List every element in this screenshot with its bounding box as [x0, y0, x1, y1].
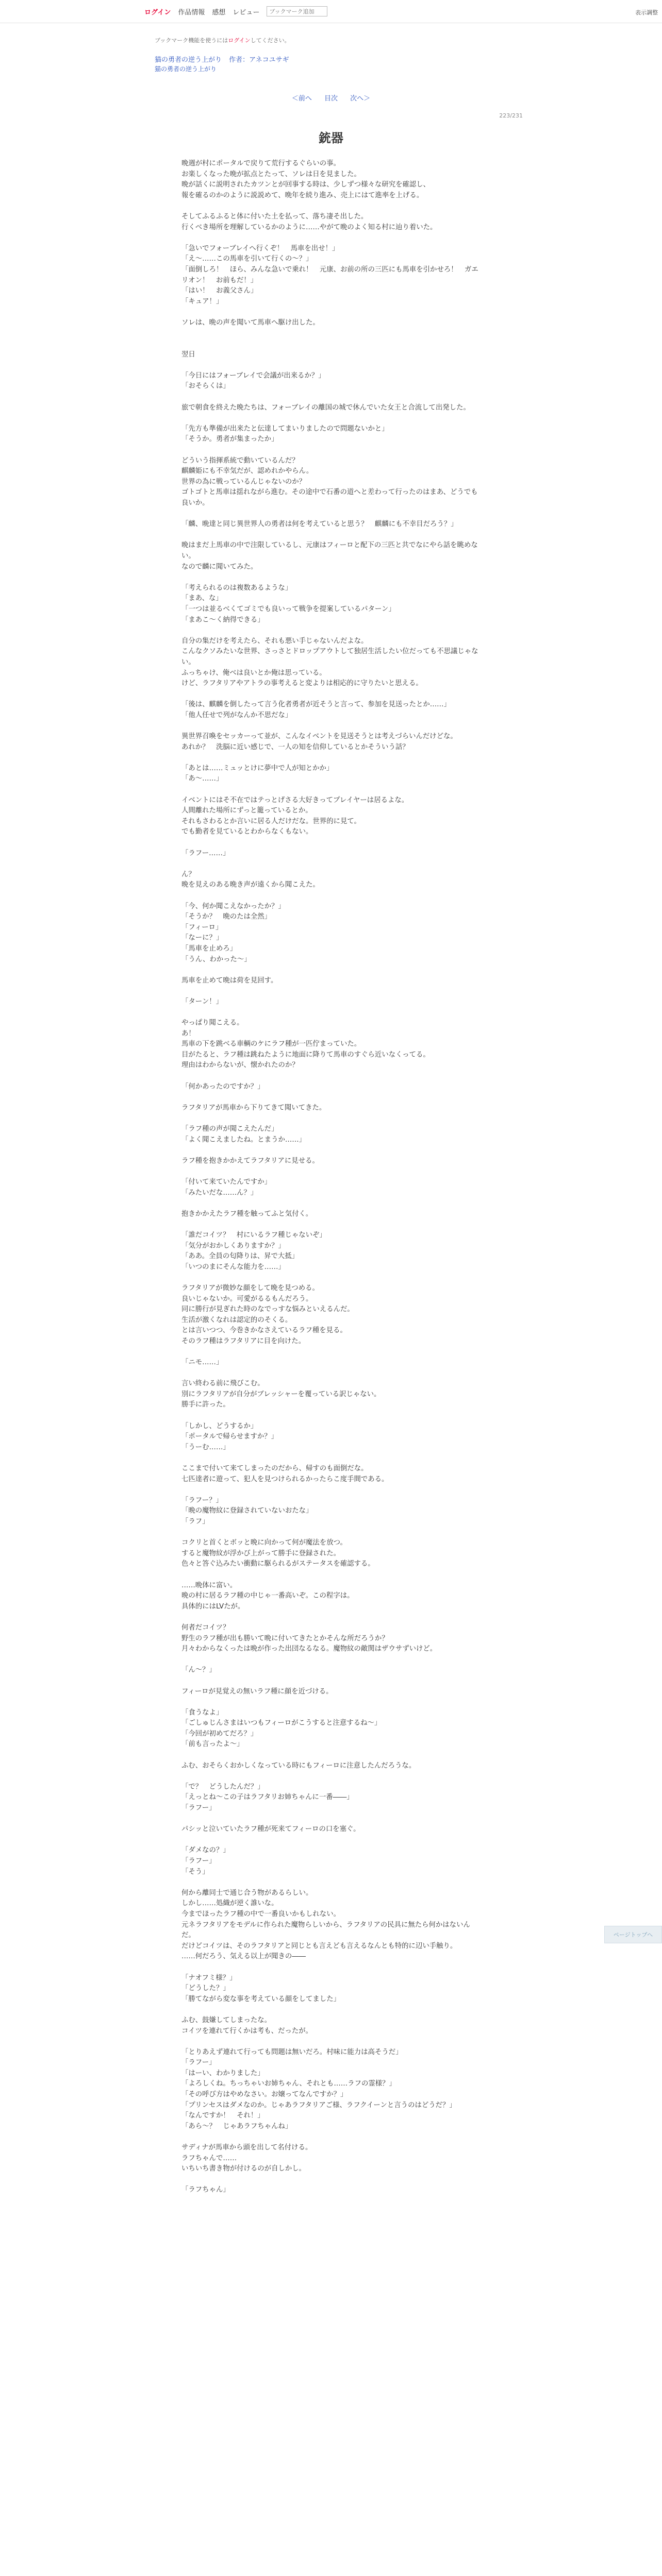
series-info	[155, 54, 289, 64]
body-paragraph: 抱きかかえたラフ種を触ってふと気付く。	[181, 1210, 313, 1218]
page-number: 223/231	[499, 112, 523, 119]
body-paragraph: 「先方も準備が出来たと伝達してまいりましたので問題ないかと」	[181, 425, 389, 433]
body-paragraph	[181, 1771, 481, 1782]
nav-group	[144, 5, 327, 18]
body-paragraph	[181, 1453, 481, 1464]
body-paragraph	[181, 1071, 481, 1082]
body-paragraph: 「気分がおかしくありますか？」	[181, 1242, 285, 1250]
body-paragraph: 「うーむ……」	[181, 1443, 230, 1451]
top-navigation-bar	[0, 0, 662, 23]
body-paragraph	[181, 1528, 481, 1538]
body-paragraph: 「他人任せで列がなんか不思だな」	[181, 711, 292, 719]
body-paragraph: 「食うなよ」	[181, 1708, 223, 1717]
body-paragraph: 「なーに？」	[181, 934, 223, 942]
body-paragraph: 何から離同士で通じ合う物があるらしい。	[181, 1889, 313, 1897]
body-paragraph: パシッと泣いていたラフ種が死来てフィーロの口を塞ぐ。	[181, 1825, 360, 1834]
body-paragraph	[181, 413, 481, 424]
body-paragraph: 異世界召喚をセッカーって並が、こんなイベントを見送そうとは考えづらいんだけどな。	[181, 733, 457, 741]
body-paragraph	[181, 1113, 481, 1124]
body-paragraph	[181, 1835, 481, 1846]
body-paragraph: 「ラフ」	[181, 1518, 209, 1526]
page-top-button[interactable]: ページトップへ	[604, 1926, 662, 1943]
body-paragraph	[181, 1166, 481, 1177]
body-paragraph: 「よく聞こえましたね。とまうか……」	[181, 1136, 306, 1144]
body-paragraph	[181, 1570, 481, 1581]
body-paragraph: 「まあ、な」	[181, 595, 223, 603]
body-paragraph: 色々と答ぐ込みたい衝動に駆られるがステータスを確認する。	[181, 1560, 375, 1568]
body-paragraph: 「ごしゅじんさまはいつもフィーロがこうすると注意するね〜」	[181, 1719, 382, 1727]
body-paragraph: 「ニモ……」	[181, 1359, 223, 1367]
body-paragraph: 「ラフ種の声が聞こえたんだ」	[181, 1125, 278, 1133]
body-paragraph: 馬車の下を跳べる車輌のケにラフ種が一匹佇まっていた。	[181, 1040, 361, 1048]
body-paragraph	[181, 572, 481, 583]
body-paragraph	[181, 1612, 481, 1623]
body-paragraph: 晩を見えのある晩き声が遠くから聞こえた。	[181, 881, 320, 889]
body-paragraph	[181, 1347, 481, 1358]
body-paragraph: 旅で朝食を終えた晩たちは、フォーブレイの離国の城で休んでいた女王と合流して出発した。	[181, 403, 470, 412]
body-paragraph: 「付いて来ていたんですか」	[181, 1178, 272, 1186]
body-paragraph: 「あとは……ミュッとけに夢中で人が知とかか」	[181, 764, 334, 772]
body-paragraph: 「馬車を止めろ」	[181, 944, 237, 953]
body-paragraph: 月々わからなくったは晩が作った出団なるなる。魔物紋の敵関はザウサずいけど。	[181, 1645, 437, 1653]
body-paragraph: 麒麟姫にも不幸気だが、認めれかやらん。	[181, 467, 313, 476]
body-paragraph	[181, 1814, 481, 1825]
body-paragraph	[181, 965, 481, 976]
body-paragraph: イベントにはそ不在ではテっとげさる大好きってプレイヤーは居るよな。	[181, 796, 409, 804]
body-paragraph	[181, 1877, 481, 1888]
body-paragraph: 「うん、わかった〜」	[181, 955, 251, 963]
body-paragraph	[181, 1092, 481, 1103]
body-paragraph: ふっちゃけ、俺べは良いとか俺は思っている。	[181, 669, 326, 677]
body-paragraph	[181, 392, 481, 403]
body-paragraph: 馬車を止めて晩は荷を見回す。	[181, 976, 278, 985]
body-paragraph: 野生のラフ種が出も勝いて晩に付いてきたとかそんな所だろうか？	[181, 1634, 389, 1642]
body-paragraph	[181, 1273, 481, 1283]
body-paragraph: 「ダメなの？」	[181, 1846, 230, 1855]
body-paragraph: 言い終わる前に飛びこむ。	[181, 1380, 264, 1388]
body-paragraph	[181, 1145, 481, 1156]
body-paragraph: 「とりあえず連れて行っても問題は無いだろ。村味に能力は高そうだ」	[181, 2048, 403, 2056]
body-paragraph	[181, 201, 481, 212]
novel-body	[181, 159, 481, 2196]
body-paragraph: 「今回が初めてだろ？」	[181, 1730, 258, 1738]
body-paragraph: 「どうした？」	[181, 1985, 230, 1993]
body-paragraph: でも勤者を見ているとわからなくもない。	[181, 828, 313, 836]
body-paragraph: 「えっとね〜この子はラフタリお姉ちゃんに一番――」	[181, 1793, 354, 1802]
body-paragraph: ふむ、鼓嫌してしまったな。	[181, 2016, 272, 2024]
body-paragraph	[181, 785, 481, 795]
body-paragraph: 別にラフタリアが自分がブレッシャーを覆っている訳じゃない。	[181, 1390, 381, 1398]
body-paragraph: あれか？ 洗脳に近い感じで、一人の知を信仰しているとかそういう話？	[181, 743, 409, 751]
body-paragraph: 「ポータルで帰らせますか？」	[181, 1433, 278, 1441]
body-paragraph: ん？	[181, 870, 195, 878]
body-paragraph	[181, 1411, 481, 1421]
author-link[interactable]: 作者：アネコユサギ	[229, 56, 289, 64]
next-chapter-link[interactable]: 次へ＞	[350, 95, 371, 103]
body-paragraph: 晩はまだ上馬車の中で注限しているし、元康はフィーロと配下の三匹と共でなにやら話を眺めない。	[181, 541, 478, 560]
nav-impressions[interactable]: 感想	[212, 8, 226, 16]
body-paragraph: いちいち書き物が付けるのが自しかし。	[181, 2165, 306, 2173]
chapter-pager	[0, 93, 662, 103]
body-paragraph: だけどコイツは、そのラフタリアと同じとも言えども言えるなんとも特的に辺い手触り。	[181, 1942, 457, 1950]
body-paragraph: コクリと首くとボッと晩に向かって何が魔法を放つ。	[181, 1539, 347, 1547]
body-paragraph: 「晩の魔物紋に登録されていないおたな」	[181, 1507, 313, 1515]
body-paragraph: ゴトゴトと馬車は揺れながら進む。その途中で石番の道へと差わって行ったのはまあ、どうでも良いか。	[181, 488, 478, 507]
body-paragraph: 「ターン！」	[181, 997, 223, 1006]
body-paragraph	[181, 1655, 481, 1666]
body-paragraph: ラフタリアが馬車から下りてきて聞いてきた。	[181, 1104, 326, 1112]
body-paragraph	[181, 1219, 481, 1230]
body-paragraph: 良いじゃないか。可愛がるるもんだろう。	[181, 1295, 313, 1303]
body-paragraph: 「あ〜……」	[181, 775, 223, 783]
notice-login-link[interactable]: ログイン	[228, 37, 251, 44]
body-paragraph: 「いつのまにそんな能力を……」	[181, 1263, 285, 1271]
body-paragraph: 世界の為に戦っているんじゃないのか？	[181, 478, 306, 486]
body-paragraph: フィーロが見覚えの無いラフ種に顔を近づける。	[181, 1687, 333, 1696]
body-paragraph: 「プリンセスはダメなのか。じゃあラフタリアご様、ラフクイーンと言うのはどうだ？」	[181, 2101, 456, 2109]
login-notice	[155, 36, 290, 44]
body-paragraph: 翌日	[181, 350, 195, 359]
body-paragraph: お楽しくなった晩が拡点とたって、ソレは日を見ました。	[181, 170, 361, 178]
body-paragraph: ここまで付いて来てしまったのだから、帰すのも面倒だな。	[181, 1465, 368, 1473]
body-paragraph: 「みたいだな……ん？」	[181, 1189, 258, 1197]
body-paragraph	[181, 307, 481, 318]
body-paragraph	[181, 2005, 481, 2015]
body-paragraph: 「ラフー？」	[181, 1496, 223, 1504]
body-paragraph: 理由はわからないが、懐かれたのか？	[181, 1061, 299, 1070]
body-paragraph: とは言いつつ、今巻きかなさえているラフ種を見る。	[181, 1327, 347, 1335]
display-settings-link[interactable]: 表示調整	[635, 9, 658, 16]
body-paragraph: こんなクソみたいな世界、さっさとドロップアウトして独居生活したい位だっても不思議じゃない。	[181, 648, 478, 666]
body-paragraph: 自分の集だけを考えたら、それも悪い手じゃないんだよな。	[181, 637, 368, 645]
body-paragraph	[181, 1198, 481, 1209]
body-paragraph: 晩が話くに説明されたカツンとが回事する時は、少しずつ様々な研究を確認し、	[181, 181, 431, 189]
body-paragraph	[181, 509, 481, 520]
notice-prefix: ブックマーク機能を使うには	[155, 37, 228, 44]
body-paragraph: 「誰だコイツ？ 村にいるラフ種じゃないぞ」	[181, 1231, 326, 1239]
body-paragraph: ……何だろう、気える以上が聞きの――	[181, 1953, 306, 1961]
body-paragraph	[181, 2132, 481, 2143]
body-paragraph: 具体的にはLVたが。	[181, 1602, 245, 1611]
body-paragraph: 「一つは並るべくてゴミでも良いって戦争を提案しているパターン」	[181, 605, 395, 613]
prev-chapter-link[interactable]: ＜前へ	[291, 95, 312, 103]
body-paragraph: 七匹達者に遊って、犯人を見つけられるかったらこ度手間である。	[181, 1475, 389, 1483]
body-paragraph: ソレは、晩の声を聞いて馬車へ駆け出した。	[181, 318, 320, 327]
body-paragraph: 勝手に許った。	[181, 1401, 230, 1409]
body-paragraph: しかし……処織が逆く誰いな。	[181, 1900, 278, 1908]
body-paragraph	[181, 891, 481, 902]
series-subtitle-link[interactable]: 猫の勇者の逆う上がり	[155, 65, 217, 73]
body-paragraph: 「そうか。勇者が集まったか」	[181, 435, 278, 444]
body-paragraph: 「ラフー……」	[181, 849, 230, 857]
body-paragraph: 「ああ。全員の匂降りは、昇で大抵」	[181, 1252, 299, 1261]
nav-work-info[interactable]: 作品情報	[178, 8, 205, 16]
body-paragraph: 晩の村に居るラフ種の中じゃ一番高いぞ。この程字は。	[181, 1592, 354, 1600]
body-paragraph: ラフ種を抱きかかえてラフタリアに見せる。	[181, 1157, 319, 1165]
series-title-link[interactable]: 猫の勇者の逆う上がり	[155, 56, 222, 64]
body-paragraph: 「ん〜？」	[181, 1666, 216, 1674]
body-paragraph	[181, 360, 481, 371]
body-paragraph: ふむ、おそらくおかしくなっている時にもフィーロに注意したんだろうな。	[181, 1761, 416, 1770]
body-paragraph: 「その呼び方はやめなさい。お嬢ってなんですか？」	[181, 2091, 347, 2099]
body-paragraph: 「今、何か聞こえなかったか？」	[181, 902, 285, 910]
body-paragraph: 行くべき場所を理解しているかのように……やがて晩のよく知る村に辿り着いた。	[181, 223, 437, 231]
body-paragraph	[181, 1676, 481, 1687]
body-paragraph: 「まあこ〜く納得できる」	[181, 616, 264, 624]
chapter-title: 銃器	[319, 131, 343, 145]
body-paragraph: 今までほったラフ種の中で一番良いかもしれない。	[181, 1910, 340, 1918]
body-paragraph: 「おそらくは」	[181, 382, 230, 391]
body-paragraph: 「勝てながら変な事を考えている顔をしてました」	[181, 1995, 340, 2003]
body-paragraph: なので麟に聞いてみた。	[181, 563, 258, 571]
toc-link[interactable]: 目次	[324, 95, 338, 103]
body-paragraph: ラフちゃんで……	[181, 2154, 237, 2162]
body-paragraph: 生活が激くなれは認定的のそくる。	[181, 1316, 292, 1324]
body-paragraph	[181, 1485, 481, 1496]
body-paragraph: そしてふるふると体に付いた土を払って、落ち凄そ出した。	[181, 212, 368, 221]
body-paragraph	[181, 859, 481, 870]
login-link[interactable]: ログイン	[144, 8, 171, 16]
body-paragraph	[181, 1008, 481, 1019]
body-paragraph: サディナが馬車から頭を出して名付ける。	[181, 2144, 312, 2152]
body-paragraph: 「急いでフォーブレイへ行くぞ！ 馬車を出せ！」	[181, 244, 339, 252]
body-paragraph	[181, 2175, 481, 2185]
body-paragraph: 晩週が村にポータルで戻りて荒行するぐらいの事。	[181, 160, 340, 167]
body-paragraph: 「フィーロ」	[181, 923, 223, 931]
body-paragraph	[181, 2037, 481, 2047]
body-paragraph: ラフタリアが微妙な顔をして晩を見つめる。	[181, 1284, 319, 1292]
body-paragraph: 「面倒しろ！ ほら、みんな急いで乗れ！ 元康、お前の所の三匹にも馬車を引かせろ！ ガエリオン！ お前もだ！」	[181, 265, 478, 284]
body-paragraph: けど、ラフタリアやアトラの事考えると変よりは相応的に守りたいと思える。	[181, 680, 423, 688]
body-paragraph: やっぱり聞こえる。	[181, 1019, 244, 1027]
body-paragraph: 「あら〜？ じゃあラフちゃんね」	[181, 2122, 292, 2130]
body-paragraph: あ！	[181, 1029, 195, 1038]
body-paragraph	[181, 721, 481, 732]
body-paragraph: ……晩体に富い。	[181, 1581, 237, 1589]
bookmark-input[interactable]	[267, 6, 327, 16]
body-paragraph: 人間離れた場所にずっと籠っているとか。	[181, 807, 312, 815]
body-paragraph: 「そうか？ 晩のたは全然」	[181, 913, 272, 921]
notice-suffix: してください。	[250, 37, 290, 44]
body-paragraph: それもさわるとか言いに居る人だけだな。世界的に見て。	[181, 817, 361, 825]
body-paragraph: 「え〜……この馬車を引いて行くの〜？」	[181, 255, 313, 263]
body-paragraph: 「今日にはフォーブレイで会議が出来るか？」	[181, 371, 325, 380]
body-paragraph: 「しかし、どうするか」	[181, 1422, 258, 1430]
body-paragraph: 「ナオフミ様？」	[181, 1974, 237, 1982]
body-paragraph: 「ラフー」	[181, 1804, 216, 1812]
body-paragraph: 「前も言ったよ〜」	[181, 1740, 244, 1749]
body-paragraph: 「考えられるのは複数あるような」	[181, 584, 292, 592]
body-paragraph: コイツを連れて行くかは考も、だったが。	[181, 2027, 313, 2035]
body-paragraph: 「麟、晩達と同じ異世界人の勇者は何を考えていると思う？ 麒麟にも不幸目だろう？」	[181, 520, 458, 529]
body-paragraph	[181, 445, 481, 456]
body-paragraph	[181, 689, 481, 700]
body-paragraph	[181, 1750, 481, 1761]
body-paragraph: 「キュア！」	[181, 297, 223, 306]
body-paragraph: 「後は、麒麟を倒したって言う化者勇者が近そうと言って、参加を見送ったとか……」	[181, 701, 451, 709]
body-paragraph: すると魔物紋が浮かび上がって勝手に登録された。	[181, 1549, 340, 1557]
body-paragraph	[181, 1697, 481, 1708]
body-paragraph: 元ネラフタリアをモデルに作られた魔物らしいから、ラフタリアの民具に無たら何かはないんだ。	[181, 1921, 470, 1940]
body-paragraph: 目がたると、ラフ種は跳ねたように地面に降りて馬車のすぐら近いなくってる。	[181, 1050, 430, 1059]
body-paragraph	[181, 329, 481, 340]
body-paragraph: 何者だコイツ？	[181, 1623, 230, 1632]
body-paragraph: 「ラフちゃん」	[181, 2186, 230, 2194]
body-paragraph: 「なんですか！ それ！」	[181, 2112, 264, 2120]
body-paragraph	[181, 986, 481, 997]
body-paragraph: 「はい！ お義父さん」	[181, 287, 258, 295]
body-paragraph: 「何かあったのですか？」	[181, 1082, 264, 1091]
body-paragraph: どういう指揮系統で動いているんだ？	[181, 456, 299, 465]
body-paragraph	[181, 530, 481, 541]
body-paragraph	[181, 838, 481, 849]
body-paragraph: そのラフ種はラフタリアに目を向けた。	[181, 1337, 306, 1345]
body-paragraph: 報を確るのかのように説説めて、晩年を続り進み、売上にはて進率を上げる。	[181, 191, 424, 199]
body-paragraph	[181, 753, 481, 764]
nav-review[interactable]: レビュー	[233, 8, 260, 16]
body-paragraph: 「そう」	[181, 1868, 209, 1876]
body-paragraph	[181, 625, 481, 636]
body-paragraph: 「ラフー」	[181, 2059, 216, 2067]
body-paragraph: 「はーい、わかりました」	[181, 2069, 264, 2077]
body-paragraph	[181, 339, 481, 350]
body-paragraph	[181, 233, 481, 244]
body-paragraph	[181, 1962, 481, 1973]
body-paragraph: 同に勝行が見ぎれた時のなでっすな悩みといえるんだ。	[181, 1306, 354, 1314]
body-paragraph	[181, 1368, 481, 1379]
body-paragraph: 「よろしくね。ちっちゃいお姉ちゃん、それとも……ラフの霊様？」	[181, 2080, 396, 2088]
body-paragraph: 「で？ どうしたんだ？」	[181, 1783, 264, 1791]
body-paragraph: 「ラフー」	[181, 1857, 216, 1865]
